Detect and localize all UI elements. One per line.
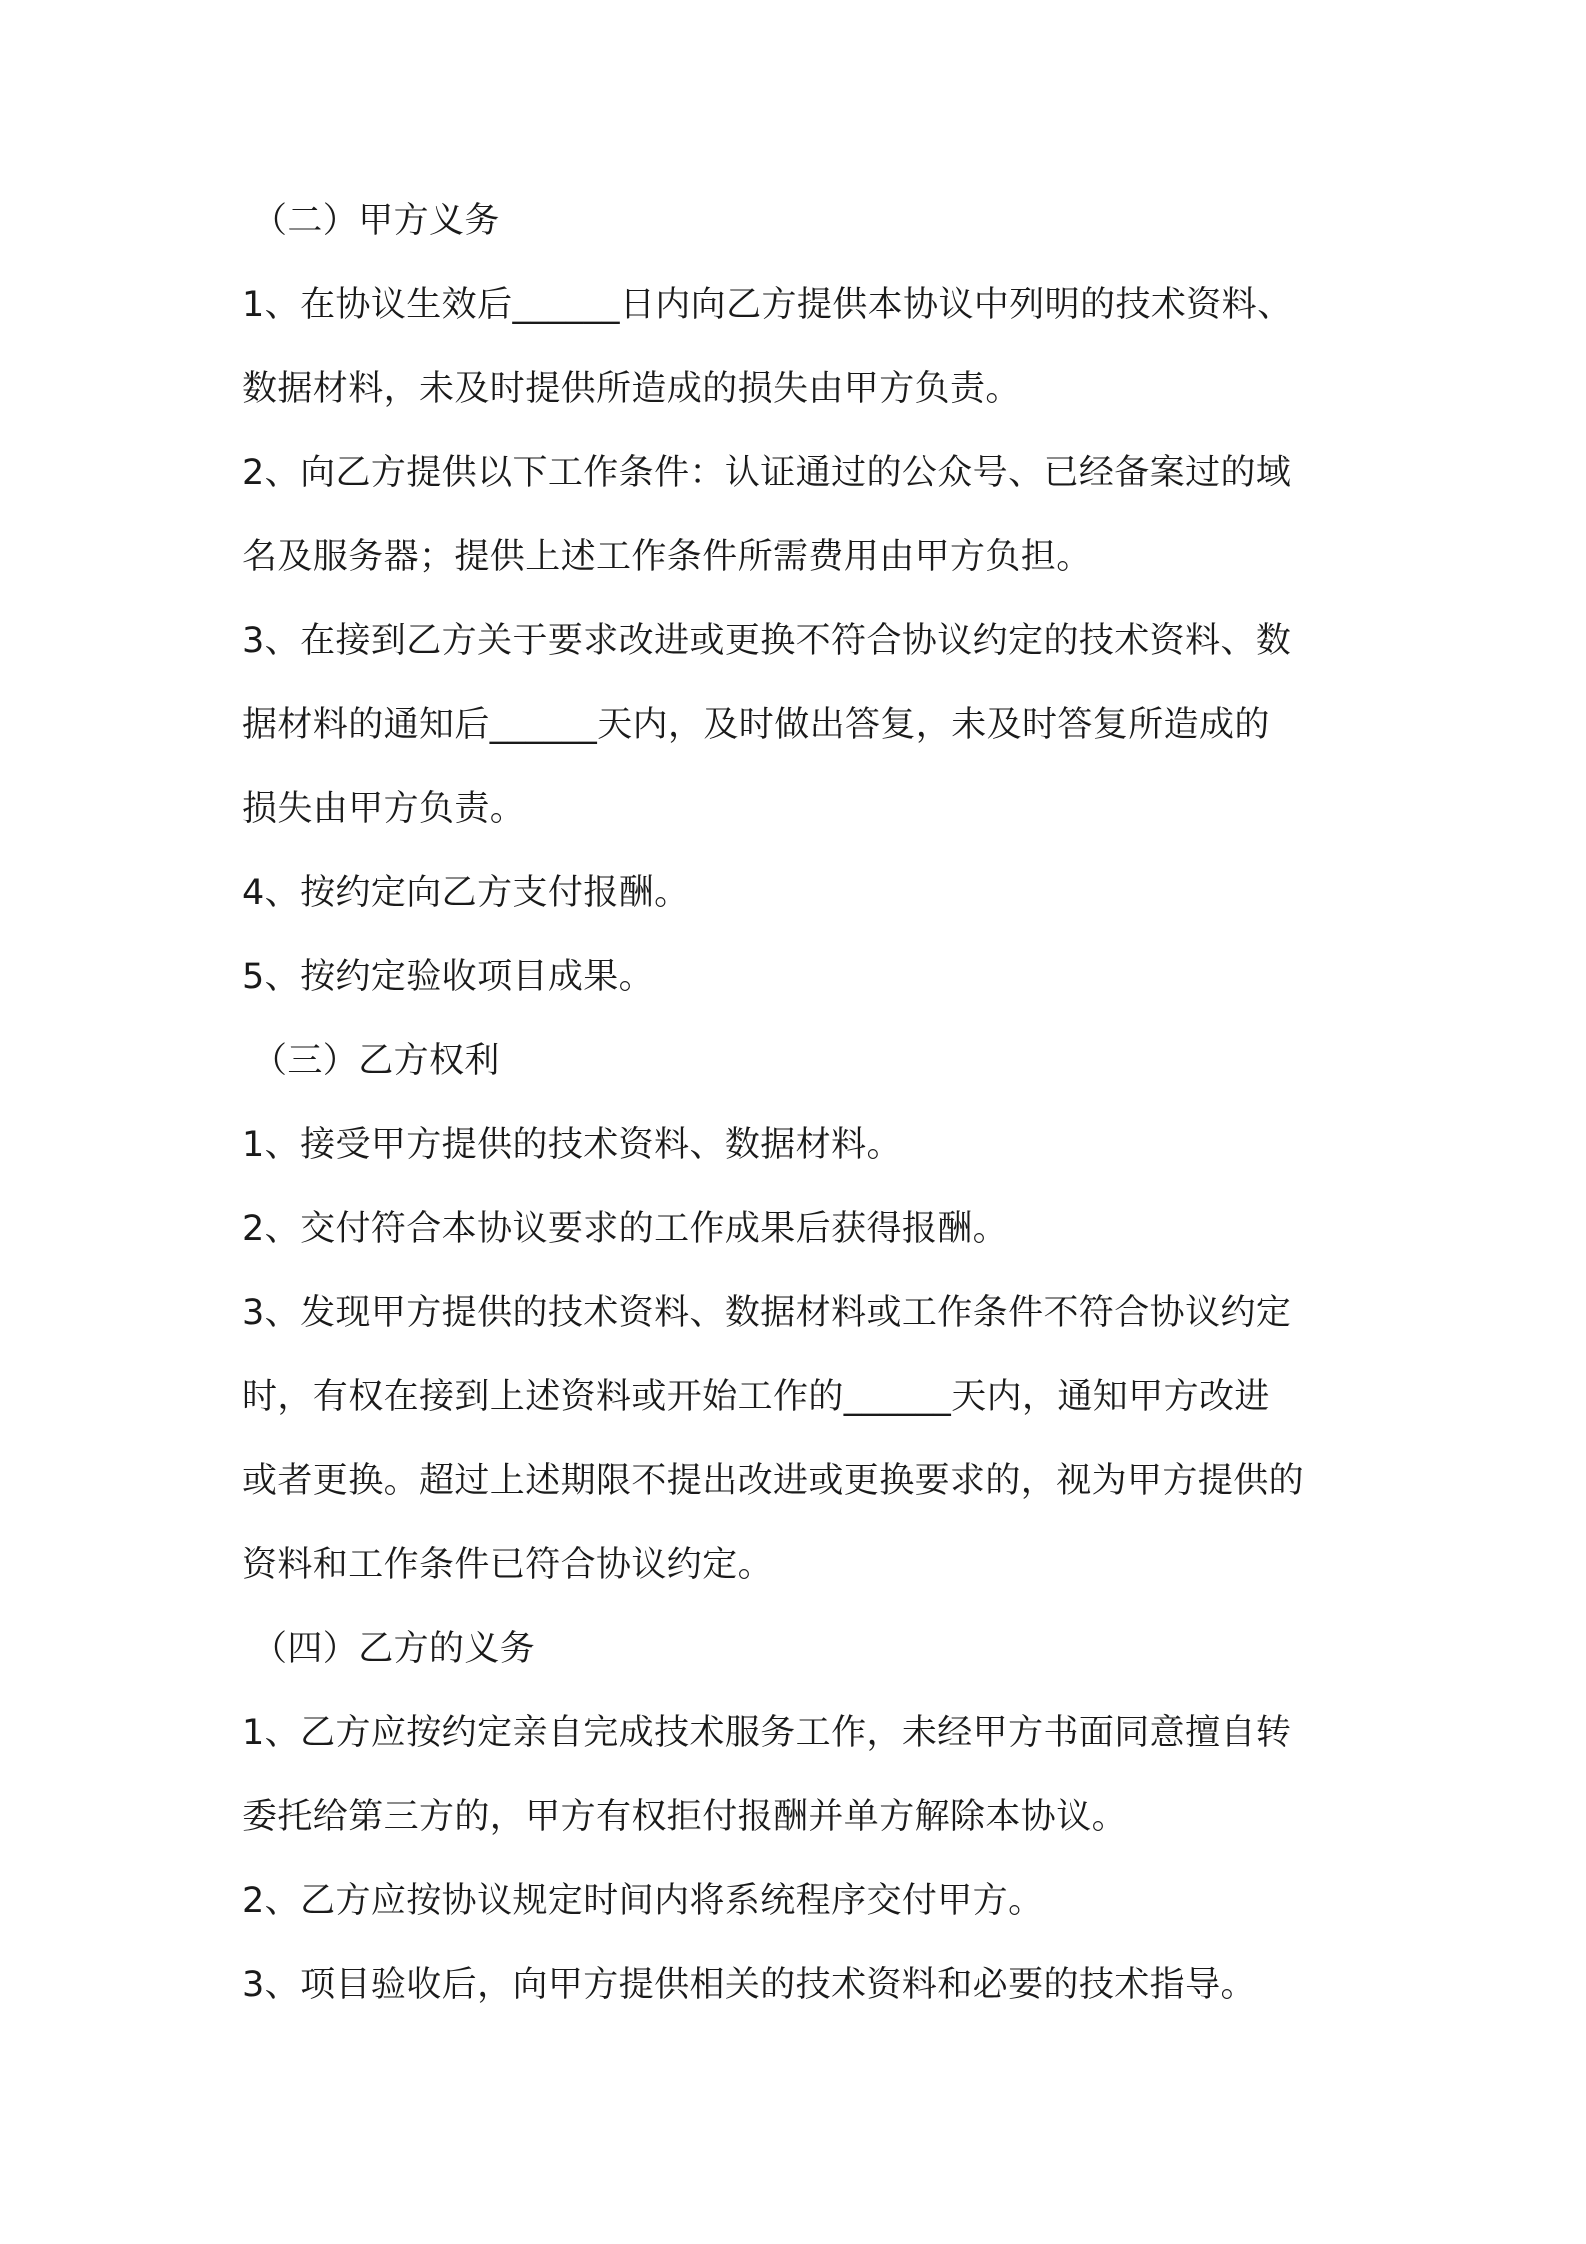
paragraph-line: 2、向乙方提供以下工作条件：认证通过的公众号、已经备案过的域 <box>242 453 1292 493</box>
paragraph-line: 4、按约定向乙方支付报酬。 <box>242 873 690 913</box>
paragraph-line: 1、接受甲方提供的技术资料、数据材料。 <box>242 1125 902 1165</box>
paragraph-line: 3、在接到乙方关于要求改进或更换不符合协议约定的技术资料、数 <box>242 621 1292 661</box>
paragraph-line: 3、发现甲方提供的技术资料、数据材料或工作条件不符合协议约定 <box>242 1293 1292 1333</box>
paragraph-line: 1、乙方应按约定亲自完成技术服务工作，未经甲方书面同意擅自转 <box>242 1713 1292 1753</box>
paragraph-line: 3、项目验收后，向甲方提供相关的技术资料和必要的技术指导。 <box>242 1965 1256 2005</box>
paragraph-line: 名及服务器；提供上述工作条件所需费用由甲方负担。 <box>242 537 1092 577</box>
paragraph-line: 资料和工作条件已符合协议约定。 <box>242 1545 774 1585</box>
document-body <box>242 200 1362 2048</box>
paragraph-line: 据材料的通知后______天内，及时做出答复，未及时答复所造成的 <box>242 705 1270 745</box>
paragraph-line: 委托给第三方的，甲方有权拒付报酬并单方解除本协议。 <box>242 1797 1128 1837</box>
section-heading-party-b-rights: （三）乙方权利 <box>252 1041 500 1081</box>
paragraph-line: 1、在协议生效后______日内向乙方提供本协议中列明的技术资料、 <box>242 285 1293 325</box>
paragraph-line: 数据材料，未及时提供所造成的损失由甲方负责。 <box>242 369 1021 409</box>
paragraph-line: 2、交付符合本协议要求的工作成果后获得报酬。 <box>242 1209 1009 1249</box>
paragraph-line: 或者更换。超过上述期限不提出改进或更换要求的，视为甲方提供的 <box>242 1461 1305 1501</box>
section-heading-party-a-obligations: （二）甲方义务 <box>252 201 500 241</box>
paragraph-line: 时，有权在接到上述资料或开始工作的______天内，通知甲方改进 <box>242 1377 1270 1417</box>
paragraph-line: 损失由甲方负责。 <box>242 789 526 829</box>
paragraph-line: 5、按约定验收项目成果。 <box>242 957 655 997</box>
section-heading-party-b-obligations: （四）乙方的义务 <box>252 1629 536 1669</box>
paragraph-line: 2、乙方应按协议规定时间内将系统程序交付甲方。 <box>242 1881 1044 1921</box>
